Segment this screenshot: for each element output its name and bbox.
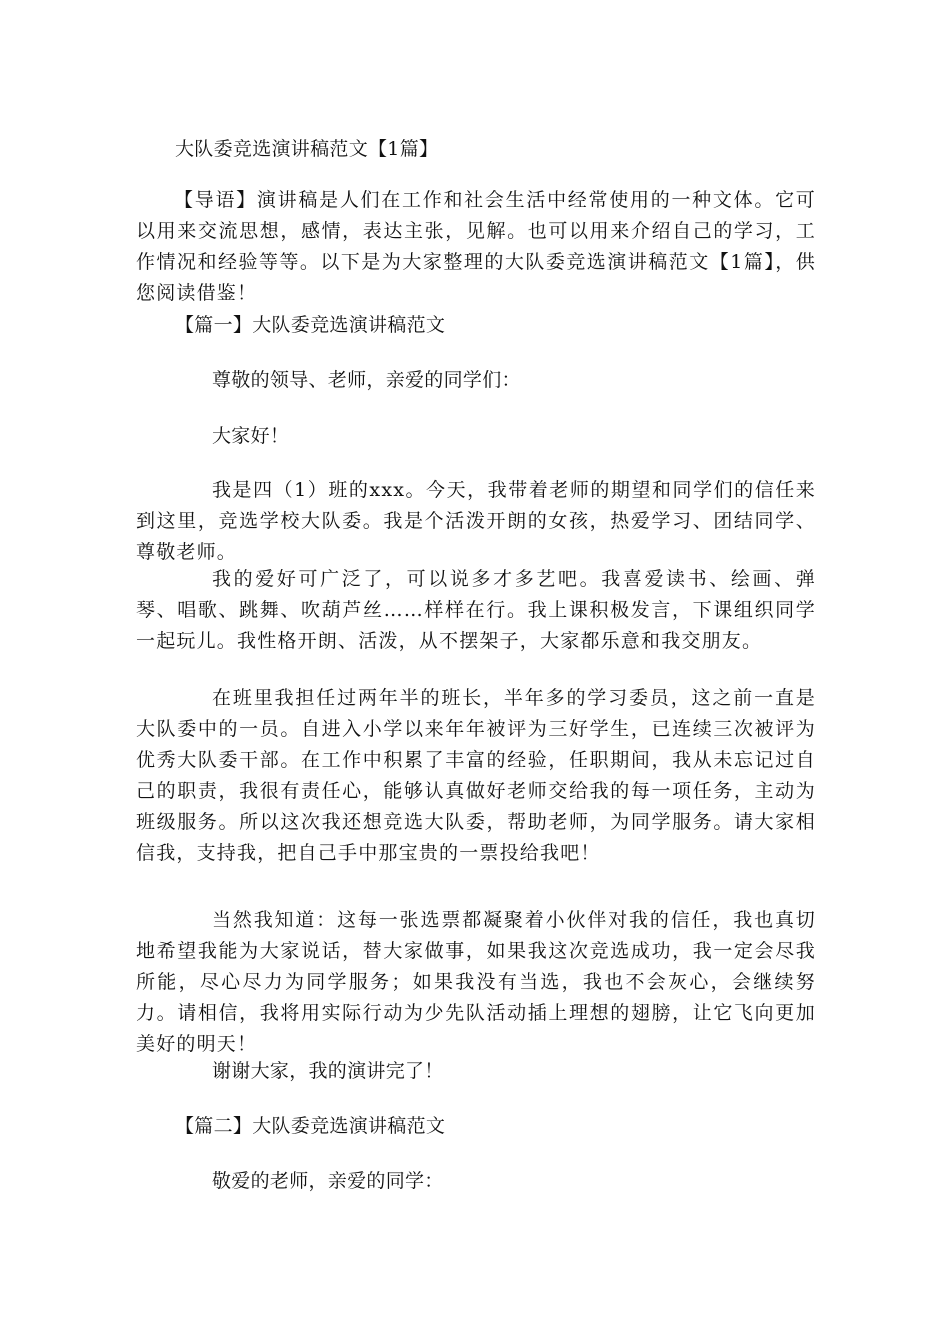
- section-two-heading: 【篇二】大队委竞选演讲稿范文: [175, 1115, 446, 1137]
- closing-line: 谢谢大家，我的演讲完了！: [212, 1060, 444, 1082]
- body-paragraph-3: 在班里我担任过两年半的班长，半年多的学习委员，这之前一直是大队委中的一员。自进入小学以来年年被评为三好学生，已连续三次被评为优秀大队委干部。在工作中积累了丰富的经验，任职期间，我从未忘记过自己的职责，我很有责任心，能够认真做好老师交给我的每一项任务，主动为班级服务。所以这次我还想竞选大队委，帮助老师，为同学服务。请大家相信我，支持我，把自己手中那宝贵的一票投给我吧！: [136, 687, 816, 864]
- intro-paragraph: 【导语】演讲稿是人们在工作和社会生活中经常使用的一种文体。它可以用来交流思想，感情，表达主张，见解。也可以用来介绍自己的学习，工作情况和经验等等。以下是为大家整理的大队委竞选演讲稿范文【1篇】，供您阅读借鉴！: [136, 189, 816, 304]
- body-paragraph-1: 我是四（1）班的xxx。今天，我带着老师的期望和同学们的信任来到这里，竞选学校大队委。我是个活泼开朗的女孩，热爱学习、团结同学、尊敬老师。: [136, 479, 816, 563]
- body-paragraph-4: 当然我知道：这每一张选票都凝聚着小伙伴对我的信任，我也真切地希望我能为大家说话，替大家做事，如果我这次竞选成功，我一定会尽我所能，尽心尽力为同学服务；如果我没有当选，我也不会灰心，会继续努力。请相信，我将用实际行动为少先队活动插上理想的翅膀，让它飞向更加美好的明天！: [136, 909, 816, 1055]
- document-title: 大队委竞选演讲稿范文【1篇】: [175, 138, 439, 160]
- section-one-heading: 【篇一】大队委竞选演讲稿范文: [175, 314, 446, 336]
- greeting: 大家好！: [212, 425, 290, 447]
- body-paragraph-2: 我的爱好可广泛了，可以说多才多艺吧。我喜爱读书、绘画、弹琴、唱歌、跳舞、吹葫芦丝……样样在行。我上课积极发言，下课组织同学一起玩儿。我性格开朗、活泼，从不摆架子，大家都乐意和我交朋友。: [136, 568, 816, 652]
- salutation-two: 敬爱的老师，亲爱的同学：: [212, 1170, 444, 1192]
- salutation-one: 尊敬的领导、老师，亲爱的同学们：: [212, 369, 521, 391]
